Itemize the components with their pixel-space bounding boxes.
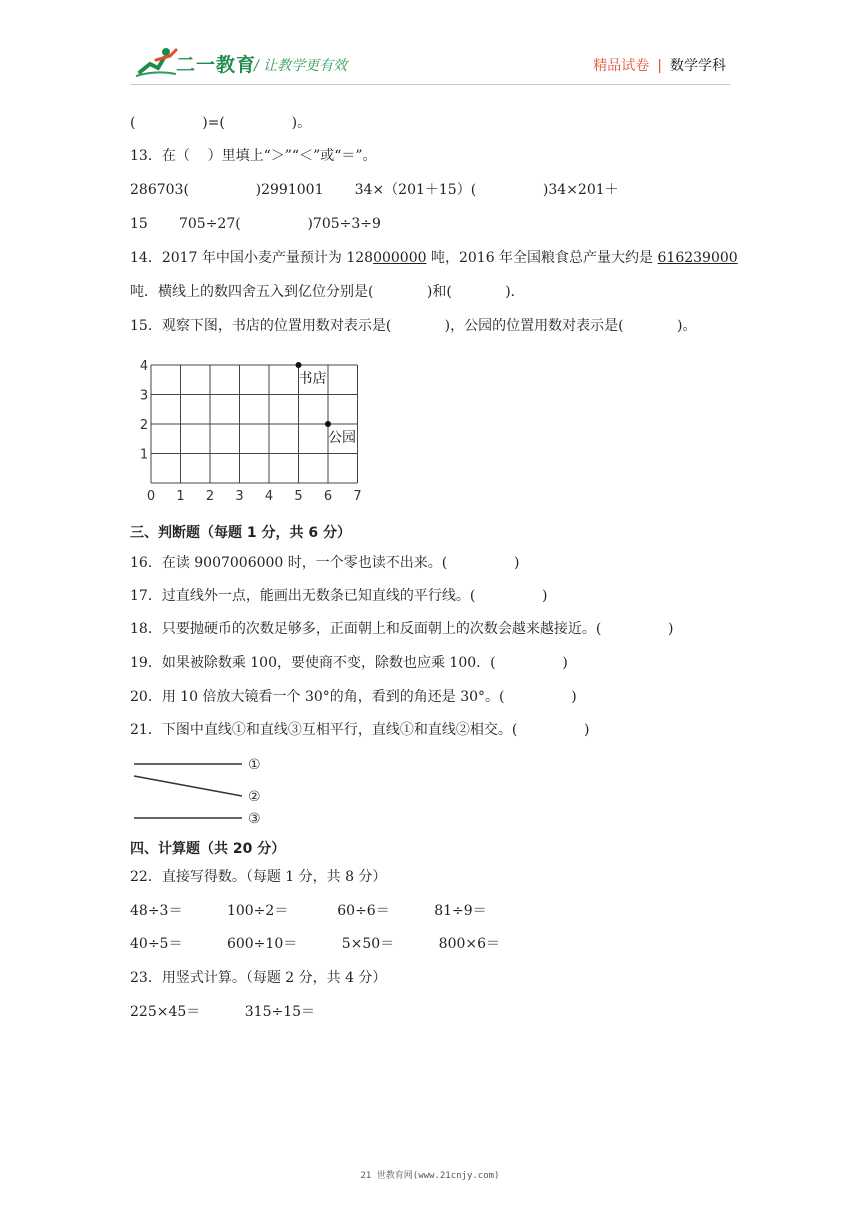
x-tick-label: 4 (264, 489, 274, 504)
question-13-row2: 15 705÷27( )705÷3÷9 (130, 216, 381, 232)
question-23: 23．用竖式计算。（每题 2 分，共 4 分） (130, 970, 387, 986)
header-right (593, 55, 726, 75)
line-2-label: ② (248, 789, 261, 805)
point-label: 公园 (328, 430, 356, 446)
lines-figure (130, 754, 280, 828)
y-tick-label: 3 (139, 388, 149, 404)
logo-text: 二一教育 (176, 54, 257, 76)
question-13-row1: 286703( )2991001 34×（201＋15）( )34×201＋ (130, 182, 619, 198)
section-3-title: 三、判断题（每题 1 分，共 6 分） (130, 525, 351, 541)
q22-row-2: 40÷5＝ 600÷10＝ 5×50＝ 800×6＝ (130, 936, 501, 952)
x-tick-label: 1 (176, 489, 185, 504)
q14-text-b: 吨，2016 年全国粮食总产量大约是 (426, 250, 658, 266)
footer: 21 世教育网(www.21cnjy.com) (360, 1171, 500, 1181)
slogan: / 让教学更有效 (254, 58, 348, 74)
question-13: 13．在（ ）里填上“＞”“＜”或“＝”。 (130, 148, 377, 164)
x-tick-label: 6 (323, 489, 333, 504)
question-14 (130, 249, 738, 267)
coordinate-grid (130, 352, 380, 507)
question-20: 20．用 10 倍放大镜看一个 30°的角，看到的角还是 30°。( ) (130, 689, 577, 705)
question-18: 18．只要抛硬币的次数足够多，正面朝上和反面朝上的次数会越来越接近。( ) (130, 621, 674, 637)
q22-row-1: 48÷3＝ 100÷2＝ 60÷6＝ 81÷9＝ (130, 903, 487, 919)
y-tick-label: 2 (139, 418, 149, 433)
line-3-label: ③ (248, 811, 261, 827)
header-label-quality: 精品试卷 (593, 58, 650, 74)
q14-underlined-1: 000000 (373, 250, 427, 266)
line-1-label: ① (248, 757, 261, 773)
q23-row: 225×45＝ 315÷15＝ (130, 1004, 316, 1020)
text-line: ( )=( )。 (130, 115, 312, 131)
header-label-subject: 数学学科 (670, 58, 726, 74)
question-17: 17．过直线外一点，能画出无数条已知直线的平行线。( ) (130, 588, 548, 604)
point-marker (325, 421, 331, 427)
header-separator: | (657, 58, 662, 74)
point-label: 书店 (298, 371, 327, 387)
question-16: 16．在读 9007006000 时，一个零也读不出来。( ) (130, 555, 520, 571)
question-19: 19．如果被除数乘 100，要使商不变，除数也应乘 100．( ) (130, 655, 568, 671)
x-tick-label: 3 (235, 489, 244, 504)
page-header (0, 0, 860, 90)
point-marker (296, 362, 302, 368)
x-tick-label: 2 (205, 489, 215, 504)
header-divider (130, 84, 730, 85)
line-2 (134, 776, 242, 796)
section-4-title: 四、计算题（共 20 分） (130, 841, 286, 857)
q14-underlined-2: 616239000 (657, 250, 738, 266)
question-21: 21．下图中直线①和直线③互相平行，直线①和直线②相交。( ) (130, 722, 590, 738)
y-tick-label: 1 (139, 447, 149, 463)
y-tick-label: 4 (139, 359, 149, 374)
question-22: 22．直接写得数。（每题 1 分，共 8 分） (130, 869, 387, 885)
q14-text-a: 14．2017 年中国小麦产量预计为 128 (130, 250, 374, 266)
x-tick-label: 0 (146, 489, 156, 504)
question-14-cont: 吨．横线上的数四舍五入到亿位分别是( )和( )． (130, 284, 525, 300)
x-tick-label: 7 (353, 489, 362, 504)
question-15: 15．观察下图，书店的位置用数对表示是( )，公园的位置用数对表示是( )。 (130, 318, 697, 334)
x-tick-label: 5 (294, 489, 303, 504)
grid-points (296, 362, 357, 446)
